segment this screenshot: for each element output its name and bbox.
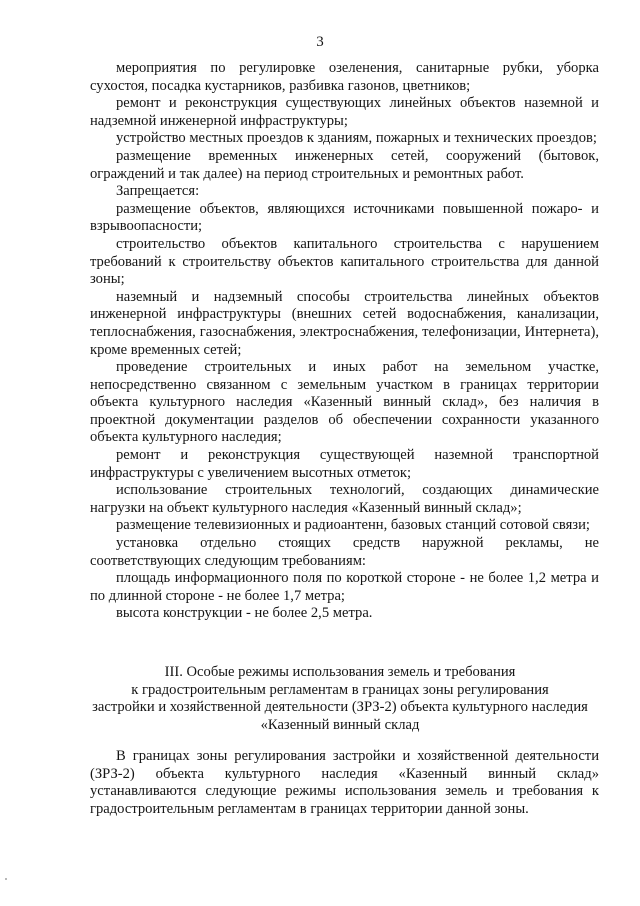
paragraph: мероприятия по регулировке озеленения, санитарные рубки, уборка сухостоя, посадка кустарников, разбивка газонов, цветников; [90,60,599,94]
section-heading-line: «Казенный винный склад [260,716,420,733]
paragraph: размещение временных инженерных сетей, сооружений (бытовок, ограждений и так далее) на период строительных и ремонтных работ. [90,147,599,182]
paragraph: высота конструкции - не более 2,5 метра. [116,605,373,622]
paragraph: наземный и надземный способы строительства линейных объектов инженерной инфраструктуры (внешних сетей водоснабжения, канализации, теплоснабжения, газоснабжения, электроснабжения, телефонизации, Интернета), кроме временных сетей; [90,288,599,358]
paragraph: строительство объектов капитального строительства с нарушением требований к строительству объектов капитального строительства для данной зоны; [90,235,599,288]
intro-paragraph: В границах зоны регулирования застройки и хозяйственной деятельности (ЗРЗ-2) объекта культурного наследия «Казенный винный склад» устанавливаются следующие режимы использования земель и требования к градостроительным регламентам в границах территории данной зоны. [90,748,599,817]
section-heading-line: застройки и хозяйственной деятельности (ЗРЗ-2) объекта культурного наследия [92,699,588,716]
scan-speck [5,878,7,880]
paragraph: ремонт и реконструкция существующей наземной транспортной инфраструктуры с увеличением высотных отметок; [90,447,599,481]
section-heading-line: к градостроительным регламентам в границах зоны регулирования [131,681,549,698]
paragraph: ремонт и реконструкция существующих линейных объектов наземной и надземной инженерной инфраструктуры; [90,95,599,129]
paragraph: проведение строительных и иных работ на земельном участке, непосредственно связанном с земельным участком в границах территории объекта культурного наследия «Казенный винный склад», без наличия в проектной документации разделов об обеспечении сохранности указанного объекта культурного наследия; [90,359,599,446]
paragraph: устройство местных проездов к зданиям, пожарных и технических проездов; [116,130,597,147]
section-heading [70,664,610,734]
section-intro [90,748,599,818]
paragraph: размещение объектов, являющихся источниками повышенной пожаро- и взрывоопасности; [90,200,599,235]
paragraph: установка отдельно стоящих средств наружной рекламы, не соответствующих следующим требованиям: [90,535,599,569]
paragraph: площадь информационного поля по короткой стороне - не более 1,2 метра и по длинной стороне - не более 1,7 метра; [90,570,599,604]
paragraph: использование строительных технологий, создающих динамические нагрузки на объект культурного наследия «Казенный винный склад»; [90,482,599,516]
prohibited-heading: Запрещается: [116,183,200,200]
page-number: 3 [316,34,324,50]
document-body [90,60,599,623]
section-heading-line: III. Особые режимы использования земель и требования [164,664,516,680]
paragraph: размещение телевизионных и радиоантенн, базовых станций сотовой связи; [116,517,590,534]
